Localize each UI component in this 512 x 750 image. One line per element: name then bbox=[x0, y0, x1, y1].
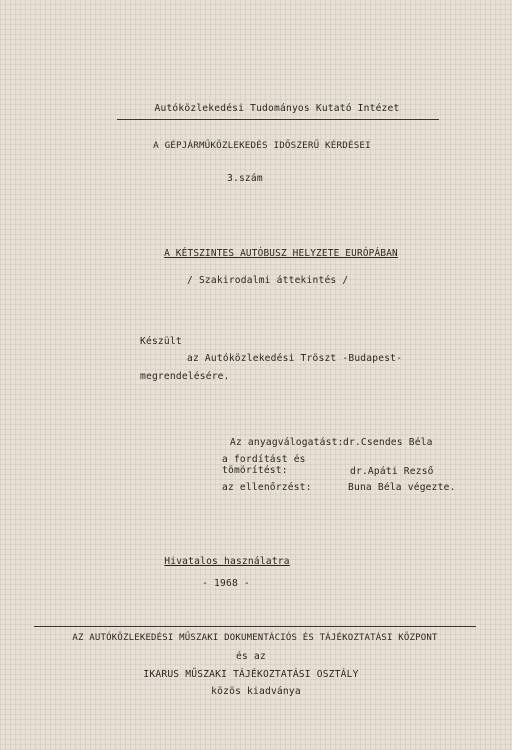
document-subtitle: / Szakirodalmi áttekintés / bbox=[187, 275, 349, 286]
document-title: A KÉTSZINTES AUTÓBUSZ HELYZETE EURÓPÁBAN bbox=[164, 248, 398, 259]
header-rule bbox=[117, 119, 439, 120]
commission-label: Készült bbox=[140, 336, 182, 347]
usage-note: Hivatalos használatra bbox=[164, 556, 290, 567]
publisher-line-4: közös kiadványa bbox=[211, 686, 301, 697]
commission-suffix: megrendelésére. bbox=[140, 371, 230, 382]
selection-label: Az anyagválogatást: bbox=[230, 437, 344, 448]
publisher-line-2: és az bbox=[236, 651, 266, 662]
series-title: A GÉPJÁRMŰKÖZLEKEDÉS IDŐSZERŰ KÉRDÉSEI bbox=[153, 140, 371, 151]
translation-label-2: tömörítést: bbox=[222, 465, 288, 476]
publication-year: - 1968 - bbox=[202, 578, 250, 589]
review-label: az ellenőrzést: bbox=[222, 482, 312, 493]
translation-label-1: a fordítást és bbox=[222, 454, 306, 465]
institute-name: Autóközlekedési Tudományos Kutató Intézet bbox=[154, 103, 400, 114]
issue-number: 3.szám bbox=[227, 173, 263, 184]
commission-client: az Autóközlekedési Tröszt -Budapest- bbox=[187, 353, 403, 364]
selection-name: dr.Csendes Béla bbox=[343, 437, 433, 448]
publisher-line-3: IKARUS MŰSZAKI TÁJÉKOZTATÁSI OSZTÁLY bbox=[143, 669, 359, 680]
review-name: Buna Béla végezte. bbox=[348, 482, 456, 493]
publisher-line-1: AZ AUTÓKÖZLEKEDÉSI MŰSZAKI DOKUMENTÁCIÓS ÉS TÁJÉKOZTATÁSI KÖZPONT bbox=[72, 633, 438, 643]
publisher-rule bbox=[34, 626, 476, 627]
translation-name: dr.Apáti Rezső bbox=[350, 466, 434, 477]
